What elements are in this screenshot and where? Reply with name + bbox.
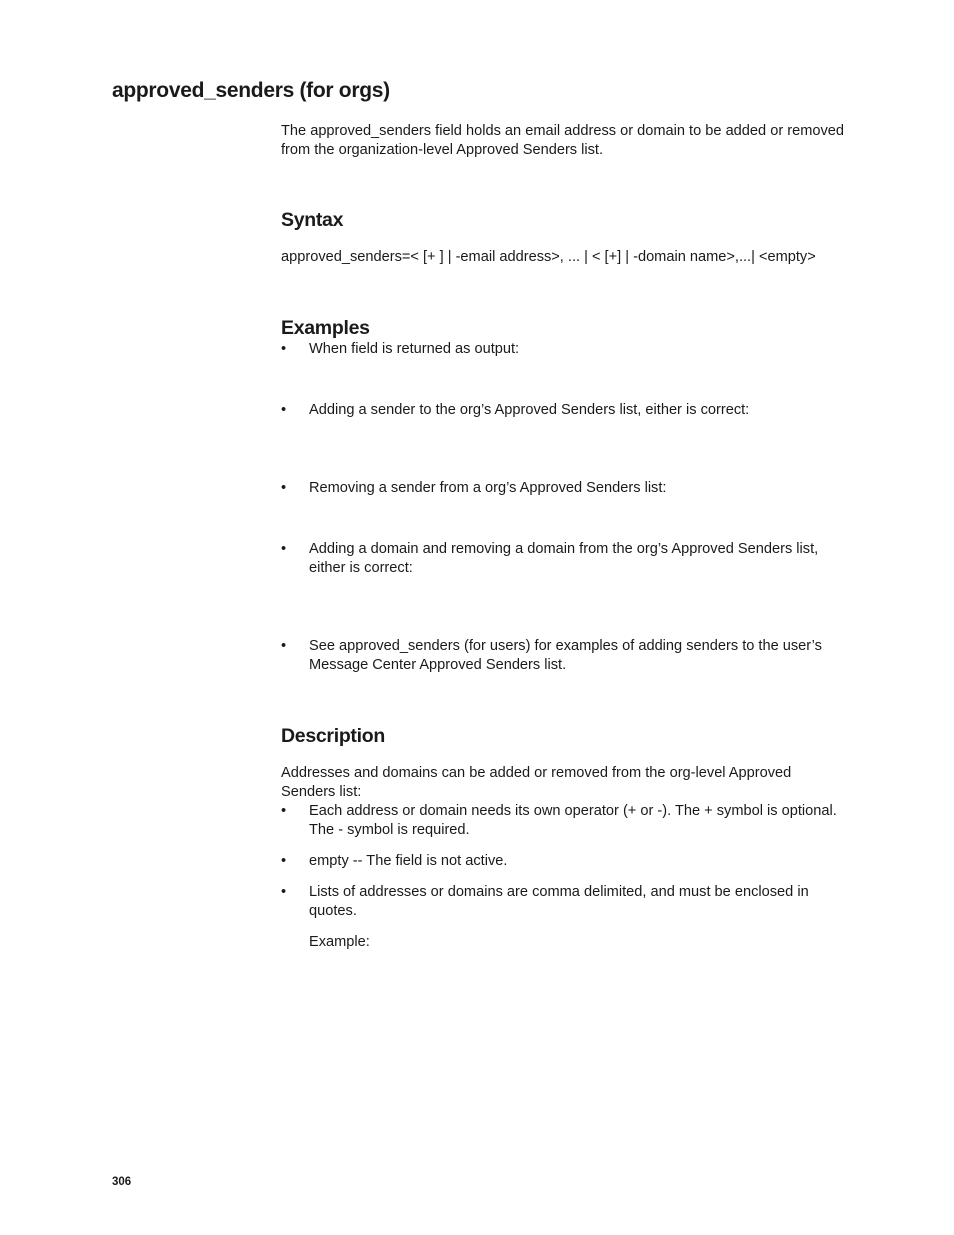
example-label: Example: [309, 934, 370, 950]
bullet-icon: • [281, 884, 287, 900]
bullet-icon: • [281, 480, 287, 496]
list-item [281, 401, 847, 420]
examples-list [281, 340, 847, 675]
list-item-text: Removing a sender from a org’s Approved Senders list: [309, 480, 667, 496]
bullet-icon: • [281, 853, 287, 869]
list-item [281, 479, 847, 498]
list-item-text: When field is returned as output: [309, 341, 520, 357]
bullet-icon: • [281, 402, 287, 418]
bullet-icon: • [281, 638, 287, 654]
page-title: approved_senders (for orgs) [112, 79, 390, 102]
bullet-icon: • [281, 803, 287, 819]
description-heading: Description [281, 725, 385, 747]
list-item [281, 540, 847, 578]
list-item [281, 802, 847, 840]
page-number: 306 [112, 1176, 132, 1188]
examples-heading: Examples [281, 317, 370, 339]
syntax-text: approved_senders=< [+ ] | -email address>, ... | < [+] | -domain name>,...| <empty> [281, 249, 816, 265]
list-item-text: Each address or domain needs its own operator (+ or -). The + symbol is optional. The - symbol is required. [309, 803, 837, 838]
list-item [281, 340, 847, 359]
list-item [281, 852, 847, 871]
list-item [281, 883, 847, 952]
list-item-text: Lists of addresses or domains are comma delimited, and must be enclosed in quotes. [309, 884, 809, 919]
syntax-heading: Syntax [281, 209, 344, 231]
description-intro: Addresses and domains can be added or removed from the org-level Approved Senders list: [281, 765, 792, 800]
description-list [281, 802, 847, 952]
list-item-text: Adding a domain and removing a domain from the org’s Approved Senders list, either is correct: [309, 541, 819, 576]
list-item-text: See approved_senders (for users) for examples of adding senders to the user’s Message Center Approved Senders list. [309, 638, 822, 673]
list-item [281, 637, 847, 675]
intro-paragraph: The approved_senders field holds an email address or domain to be added or removed from the organization-level Approved Senders list. [281, 123, 845, 158]
list-item-text: Adding a sender to the org’s Approved Senders list, either is correct: [309, 402, 750, 418]
bullet-icon: • [281, 341, 287, 357]
list-item-text: empty -- The field is not active. [309, 853, 508, 869]
bullet-icon: • [281, 541, 287, 557]
main-content [281, 122, 847, 964]
